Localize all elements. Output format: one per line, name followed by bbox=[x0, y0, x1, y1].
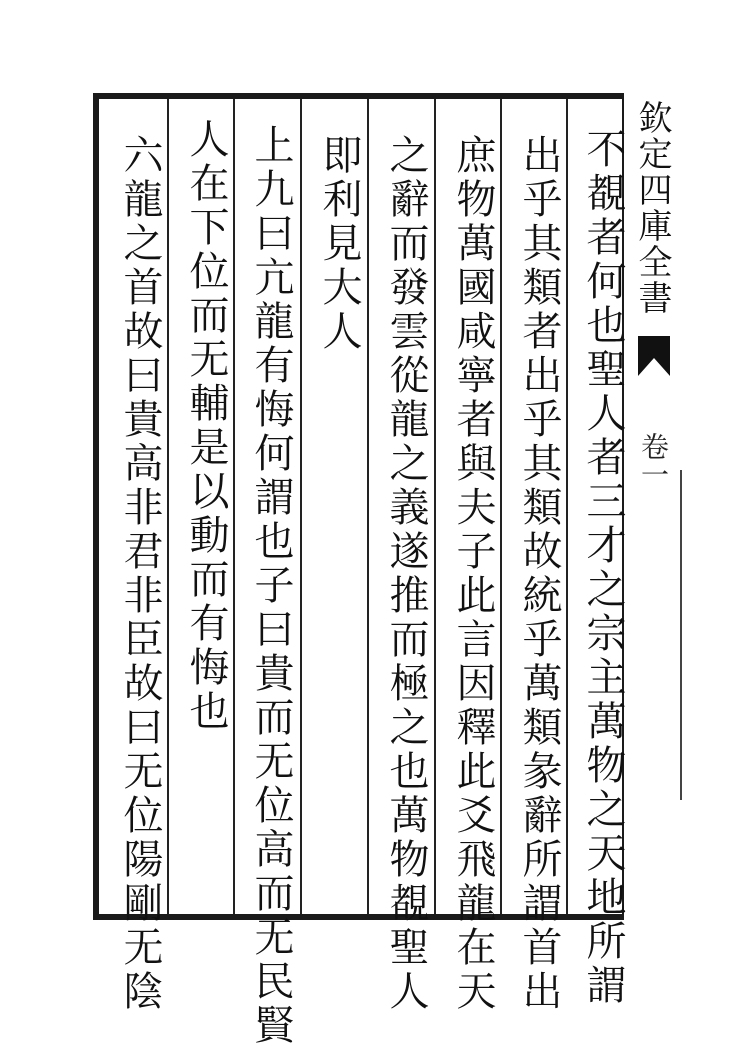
column-rule bbox=[167, 99, 169, 914]
column-rule bbox=[500, 99, 502, 914]
column-rule bbox=[566, 99, 568, 914]
column-rule bbox=[300, 99, 302, 914]
text-column-7: 人在下位而无輔是以動而有悔也 bbox=[183, 118, 229, 734]
text-column-4: 之辭而發雲從龍之義遂推而極之也萬物覩聖人 bbox=[383, 134, 429, 1014]
column-rule bbox=[434, 99, 436, 914]
margin-rule bbox=[680, 470, 682, 800]
text-column-8: 六龍之首故曰貴高非君非臣故曰无位陽剛无陰 bbox=[117, 134, 163, 1014]
text-column-5: 即利見大人 bbox=[316, 134, 362, 354]
margin-title: 欽定四庫全書 bbox=[632, 100, 672, 316]
text-column-3: 庶物萬國咸寧者與夫子此言因釋此爻飛龍在天 bbox=[450, 134, 496, 1014]
column-rule bbox=[233, 99, 235, 914]
margin-volume: 卷一 bbox=[637, 432, 670, 488]
text-column-1: 不覩者何也聖人者三才之宗主萬物之天地所謂 bbox=[580, 128, 626, 1008]
text-column-6: 上九曰亢龍有悔何謂也子曰貴而无位高而无民賢 bbox=[248, 124, 294, 1048]
column-rule bbox=[367, 99, 369, 914]
text-column-2: 出乎其類者出乎其類故統乎萬類彖辭所謂首出 bbox=[516, 134, 562, 1014]
